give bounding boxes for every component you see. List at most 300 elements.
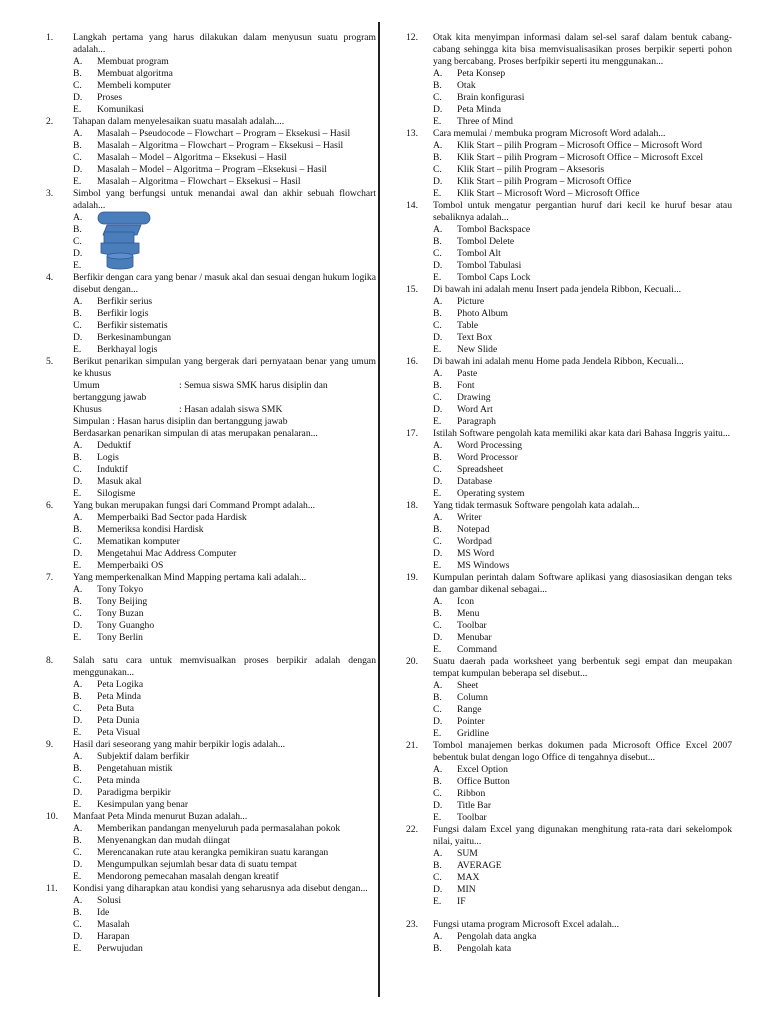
option-text: Ribbon <box>457 788 486 799</box>
premise-specific <box>46 404 376 416</box>
option-letter: E. <box>433 416 442 427</box>
premise-label: Khusus <box>73 404 102 415</box>
option-letter: E. <box>73 560 82 571</box>
option-text: New Slide <box>457 344 498 355</box>
option-text: Pengetahuan mistik <box>97 763 173 774</box>
answer-option <box>406 188 732 200</box>
answer-option <box>406 884 732 896</box>
option-letter: C. <box>73 152 82 163</box>
question-text: Hasil dari seseorang yang mahir berpikir logis adalah... <box>73 739 286 750</box>
answer-option <box>46 488 376 500</box>
option-letter: C. <box>73 703 82 714</box>
option-letter: D. <box>73 620 83 631</box>
option-text: Peta Konsep <box>457 68 506 79</box>
answer-option <box>406 716 732 728</box>
option-text: Perwujudan <box>97 943 143 954</box>
question-number: 16. <box>406 356 418 367</box>
answer-option <box>406 224 732 236</box>
answer-option <box>406 368 732 380</box>
answer-option <box>46 608 376 620</box>
option-text: Solusi <box>97 895 121 906</box>
option-text: Harapan <box>97 931 130 942</box>
answer-option <box>406 764 732 776</box>
answer-option <box>406 931 732 943</box>
option-text: Deduktif <box>97 440 132 451</box>
question-text: Manfaat Peta Minda menurut Buzan adalah... <box>73 811 248 822</box>
option-letter: D. <box>73 476 83 487</box>
option-text: Peta Buta <box>97 703 135 714</box>
option-text: Pointer <box>457 716 485 727</box>
question <box>46 500 376 512</box>
question-text: Istilah Software pengolah kata memiliki akar kata dari Bahasa Inggris yaitu... <box>433 428 731 439</box>
option-text: Title Bar <box>457 800 492 811</box>
answer-option <box>46 847 376 859</box>
question-number: 12. <box>406 32 418 43</box>
answer-option <box>406 332 732 344</box>
question <box>406 128 732 140</box>
option-letter: A. <box>73 440 83 451</box>
question <box>46 883 376 895</box>
option-text: Spreadsheet <box>457 464 504 475</box>
answer-option <box>406 320 732 332</box>
answer-option <box>406 452 732 464</box>
option-letter: C. <box>433 620 442 631</box>
option-text: Masalah <box>97 919 130 930</box>
right-column <box>406 32 732 955</box>
answer-option <box>46 931 376 943</box>
question <box>46 739 376 751</box>
option-text: Drawing <box>457 392 491 403</box>
option-letter: D. <box>433 332 443 343</box>
premise-general <box>46 380 376 404</box>
answer-option <box>406 596 732 608</box>
answer-option <box>406 92 732 104</box>
option-letter: E. <box>73 104 82 115</box>
question-number: 17. <box>406 428 418 439</box>
option-letter: E. <box>433 728 442 739</box>
answer-option <box>406 488 732 500</box>
question-text: Berfikir dengan cara yang benar / masuk akal dan sesuai dengan hukum logika disebut dengan... <box>73 272 376 295</box>
option-text: Writer <box>457 512 482 523</box>
answer-option <box>46 248 376 260</box>
answer-option <box>46 943 376 955</box>
option-text: MS Word <box>457 548 495 559</box>
answer-option <box>406 620 732 632</box>
answer-option <box>46 775 376 787</box>
option-text: Word Art <box>457 404 493 415</box>
option-letter: A. <box>73 212 83 223</box>
option-letter: A. <box>73 128 83 139</box>
option-letter: D. <box>433 716 443 727</box>
answer-option <box>406 68 732 80</box>
answer-option <box>406 260 732 272</box>
option-text: Membuat algoritma <box>97 68 173 79</box>
option-text: MAX <box>457 872 480 883</box>
option-letter: B. <box>73 596 82 607</box>
option-text: Klik Start – pilih Program – Aksesoris <box>457 164 605 175</box>
question <box>46 188 376 212</box>
answer-option <box>46 919 376 931</box>
option-letter: B. <box>73 68 82 79</box>
option-text: Peta Minda <box>97 691 141 702</box>
answer-option <box>406 152 732 164</box>
question <box>46 356 376 380</box>
option-text: AVERAGE <box>457 860 502 871</box>
option-text: Berfikir sistematis <box>97 320 168 331</box>
answer-option <box>406 704 732 716</box>
answer-option <box>46 128 376 140</box>
option-text: MIN <box>457 884 476 895</box>
option-text: Kesimpulan yang benar <box>97 799 189 810</box>
question-text: Cara memulai / membuka program Microsoft Word adalah... <box>433 128 666 139</box>
option-text: Klik Start – pilih Program – Microsoft Office – Microsoft Excel <box>457 152 704 163</box>
answer-option <box>46 895 376 907</box>
option-letter: C. <box>73 847 82 858</box>
question <box>46 272 376 296</box>
answer-option <box>406 344 732 356</box>
question-number: 9. <box>46 739 54 750</box>
answer-option <box>46 691 376 703</box>
answer-option <box>406 416 732 428</box>
option-letter: A. <box>433 440 443 451</box>
option-letter: B. <box>73 452 82 463</box>
option-letter: B. <box>433 380 442 391</box>
answer-option <box>406 380 732 392</box>
answer-option <box>46 751 376 763</box>
option-text: Paste <box>457 368 478 379</box>
question-number: 1. <box>46 32 54 43</box>
answer-option <box>406 272 732 284</box>
question-number: 11. <box>46 883 58 894</box>
answer-option <box>46 835 376 847</box>
option-text: Mengetahui Mac Address Computer <box>97 548 237 559</box>
option-letter: A. <box>433 680 443 691</box>
question <box>46 32 376 56</box>
answer-option <box>406 872 732 884</box>
option-letter: E. <box>433 116 442 127</box>
option-letter: C. <box>433 164 442 175</box>
question <box>406 740 732 764</box>
option-text: Tony Tokyo <box>97 584 144 595</box>
option-text: Memperbaiki Bad Sector pada Hardisk <box>97 512 247 523</box>
answer-option <box>46 524 376 536</box>
premise-value: : Semua siswa SMK harus disiplin dan bertanggung jawab <box>73 380 328 403</box>
answer-option <box>406 464 732 476</box>
option-letter: E. <box>433 560 442 571</box>
question-number: 15. <box>406 284 418 295</box>
answer-option <box>46 452 376 464</box>
option-text: Notepad <box>457 524 490 535</box>
option-letter: E. <box>73 727 82 738</box>
option-letter: A. <box>73 679 83 690</box>
answer-option <box>406 788 732 800</box>
option-text: Induktif <box>97 464 128 475</box>
option-letter: E. <box>73 488 82 499</box>
option-letter: D. <box>433 632 443 643</box>
option-text: Menu <box>457 608 480 619</box>
option-letter: C. <box>73 320 82 331</box>
option-text: Column <box>457 692 488 703</box>
option-text: Tombol Alt <box>457 248 501 259</box>
option-text: Tony Guangho <box>97 620 155 631</box>
option-letter: C. <box>433 464 442 475</box>
answer-option <box>46 823 376 835</box>
question-number: 22. <box>406 824 418 835</box>
option-text: Menubar <box>457 632 492 643</box>
option-letter: C. <box>73 80 82 91</box>
option-letter: B. <box>73 224 82 235</box>
question-text: Salah satu cara untuk memvisualkan proses berpikir adalah dengan menggunakan... <box>73 655 376 678</box>
option-text: Pengolah data angka <box>457 931 537 942</box>
option-letter: B. <box>73 763 82 774</box>
option-letter: D. <box>433 800 443 811</box>
answer-option <box>406 536 732 548</box>
option-text: Komunikasi <box>97 104 144 115</box>
column-divider <box>378 22 380 997</box>
option-text: Operating system <box>457 488 525 499</box>
answer-option <box>46 212 376 224</box>
option-text: Command <box>457 644 497 655</box>
answer-option <box>406 608 732 620</box>
option-text: Berkhayal logis <box>97 344 158 355</box>
answer-option <box>46 548 376 560</box>
option-letter: D. <box>73 931 83 942</box>
option-letter: A. <box>433 931 443 942</box>
answer-option <box>406 548 732 560</box>
option-letter: A. <box>433 368 443 379</box>
option-letter: E. <box>433 644 442 655</box>
answer-option <box>406 860 732 872</box>
answer-option <box>46 308 376 320</box>
option-letter: A. <box>433 140 443 151</box>
answer-option <box>46 56 376 68</box>
option-text: Membeli komputer <box>97 80 171 91</box>
option-letter: A. <box>73 584 83 595</box>
option-letter: D. <box>73 164 83 175</box>
option-letter: B. <box>73 691 82 702</box>
option-text: Tombol Backspace <box>457 224 531 235</box>
cylinder-top-icon <box>107 253 133 259</box>
answer-option <box>46 632 376 644</box>
question-number: 5. <box>46 356 54 367</box>
option-letter: A. <box>433 68 443 79</box>
question-text: Tahapan dalam menyelesaikan suatu masalah adalah.... <box>73 116 285 127</box>
question-text: Yang tidak termasuk Software pengolah kata adalah... <box>433 500 640 511</box>
option-text: Otak <box>457 80 476 91</box>
answer-option <box>46 871 376 883</box>
answer-option <box>46 68 376 80</box>
answer-option <box>46 296 376 308</box>
answer-option <box>46 152 376 164</box>
question-text: Fungsi dalam Excel yang digunakan menghitung rata-rata dari sekelompok nilai, yaitu... <box>433 824 732 847</box>
answer-option <box>46 799 376 811</box>
answer-option <box>46 332 376 344</box>
option-text: Masalah – Algoritma – Flowchart – Eksekusi – Hasil <box>97 176 301 187</box>
option-text: Tombol Tabulasi <box>457 260 522 271</box>
option-text: Tony Buzan <box>97 608 144 619</box>
answer-option <box>406 248 732 260</box>
option-letter: A. <box>433 764 443 775</box>
option-letter: D. <box>73 859 83 870</box>
option-text: Excel Option <box>457 764 508 775</box>
option-letter: D. <box>73 787 83 798</box>
option-text: SUM <box>457 848 478 859</box>
answer-option <box>406 440 732 452</box>
answer-option <box>46 464 376 476</box>
option-letter: E. <box>433 896 442 907</box>
option-text: Peta minda <box>97 775 140 786</box>
answer-option <box>46 620 376 632</box>
option-letter: E. <box>433 272 442 283</box>
question <box>406 572 732 596</box>
answer-option <box>406 800 732 812</box>
option-letter: A. <box>433 596 443 607</box>
option-text: Brain konfigurasi <box>457 92 525 103</box>
option-text: Memeriksa kondisi Hardisk <box>97 524 204 535</box>
answer-option <box>46 715 376 727</box>
option-text: Berfikir logis <box>97 308 149 319</box>
option-letter: E. <box>433 344 442 355</box>
option-text: Masalah – Model – Algoritma – Eksekusi – Hasil <box>97 152 287 163</box>
option-letter: E. <box>73 943 82 954</box>
conclusion-text: Simpulan : Hasan harus disiplin dan bertanggung jawab <box>73 416 288 427</box>
option-text: Subjektif dalam berfikir <box>97 751 190 762</box>
option-text: Proses <box>97 92 123 103</box>
terminator-shape-icon <box>98 212 150 224</box>
option-letter: D. <box>433 176 443 187</box>
answer-option <box>406 644 732 656</box>
answer-option <box>46 727 376 739</box>
answer-option <box>406 524 732 536</box>
option-letter: C. <box>433 392 442 403</box>
premise-value: : Hasan adalah siswa SMK <box>179 404 283 415</box>
option-letter: C. <box>73 464 82 475</box>
option-text: Masalah – Pseudocode – Flowchart – Program – Eksekusi – Hasil <box>97 128 351 139</box>
question-number: 14. <box>406 200 418 211</box>
option-letter: E. <box>73 344 82 355</box>
option-text: Table <box>457 320 479 331</box>
process-shape-icon <box>104 232 134 244</box>
option-letter: B. <box>433 452 442 463</box>
flowchart-shapes <box>97 210 177 270</box>
question-text: Di bawah ini adalah menu Insert pada jendela Ribbon, Kecuali... <box>433 284 682 295</box>
option-text: Photo Album <box>457 308 508 319</box>
option-text: Word Processor <box>457 452 518 463</box>
option-letter: D. <box>73 332 83 343</box>
question-text: Berikut penarikan simpulan yang bergerak dari pernyataan benar yang umum ke khusus <box>73 356 376 379</box>
answer-option <box>406 392 732 404</box>
option-letter: B. <box>73 524 82 535</box>
option-text: Database <box>457 476 493 487</box>
answer-option <box>46 236 376 248</box>
option-letter: B. <box>433 943 442 954</box>
answer-option <box>406 104 732 116</box>
option-letter: E. <box>73 260 82 271</box>
answer-option <box>46 476 376 488</box>
option-letter: E. <box>73 176 82 187</box>
option-text: MS Windows <box>457 560 510 571</box>
flowchart-symbol-options <box>46 212 376 272</box>
option-letter: B. <box>73 308 82 319</box>
option-letter: A. <box>73 296 83 307</box>
option-letter: C. <box>73 536 82 547</box>
question-text: Kondisi yang diharapkan atau kondisi yang seharusnya ada disebut dengan... <box>73 883 368 894</box>
question-number: 8. <box>46 655 54 666</box>
option-text: Paradigma berpikir <box>97 787 171 798</box>
option-text: Ide <box>97 907 110 918</box>
option-letter: B. <box>433 308 442 319</box>
answer-option <box>406 680 732 692</box>
option-text: Memberikan pandangan menyeluruh pada permasalahan pokok <box>97 823 341 834</box>
option-text: Gridline <box>457 728 489 739</box>
answer-option <box>406 476 732 488</box>
option-letter: C. <box>433 872 442 883</box>
option-text: Tony Berlin <box>97 632 143 643</box>
question-text: Fungsi utama program Microsoft Excel adalah... <box>433 919 619 930</box>
answer-option <box>46 560 376 572</box>
option-text: Menyenangkan dan mudah diingat <box>97 835 230 846</box>
answer-option <box>406 560 732 572</box>
answer-option <box>406 176 732 188</box>
answer-option <box>46 92 376 104</box>
option-text: Berfikir serius <box>97 296 153 307</box>
answer-option <box>46 907 376 919</box>
option-letter: D. <box>433 476 443 487</box>
option-letter: A. <box>433 224 443 235</box>
answer-option <box>406 692 732 704</box>
option-text: Peta Dunia <box>97 715 140 726</box>
option-text: Sheet <box>457 680 479 691</box>
question-number: 6. <box>46 500 54 511</box>
answer-option <box>46 787 376 799</box>
option-letter: C. <box>73 236 82 247</box>
answer-option <box>406 164 732 176</box>
answer-option <box>46 584 376 596</box>
answer-option <box>46 596 376 608</box>
question-number: 7. <box>46 572 54 583</box>
question <box>406 919 732 931</box>
question <box>406 500 732 512</box>
option-text: Mendorong pemecahan masalah dengan kreatif <box>97 871 279 882</box>
question-text: Yang bukan merupakan fungsi dari Command Prompt adalah... <box>73 500 316 511</box>
option-letter: E. <box>73 632 82 643</box>
answer-option <box>406 943 732 955</box>
option-letter: B. <box>73 835 82 846</box>
option-letter: A. <box>73 895 83 906</box>
question-number: 19. <box>406 572 418 583</box>
option-letter: C. <box>433 788 442 799</box>
question-number: 13. <box>406 128 418 139</box>
question <box>406 284 732 296</box>
question <box>406 356 732 368</box>
option-letter: C. <box>433 92 442 103</box>
option-letter: E. <box>73 799 82 810</box>
option-letter: B. <box>433 608 442 619</box>
answer-option <box>46 859 376 871</box>
answer-option <box>406 776 732 788</box>
option-text: Membuat program <box>97 56 169 67</box>
left-column <box>46 32 376 955</box>
option-text: Office Button <box>457 776 510 787</box>
question-text: Tombol untuk mengatur pergantian huruf dari kecil ke huruf besar atau sebaliknya adalah... <box>433 200 732 223</box>
question <box>406 656 732 680</box>
option-text: Masalah – Algoritma – Flowchart – Program – Eksekusi – Hasil <box>97 140 344 151</box>
option-text: Klik Start – pilih Program – Microsoft Office – Microsoft Word <box>457 140 703 151</box>
option-text: Masalah – Model – Algoritma – Program –Eksekusi – Hasil <box>97 164 327 175</box>
answer-option <box>406 116 732 128</box>
option-letter: B. <box>433 860 442 871</box>
option-text: IF <box>457 896 466 907</box>
